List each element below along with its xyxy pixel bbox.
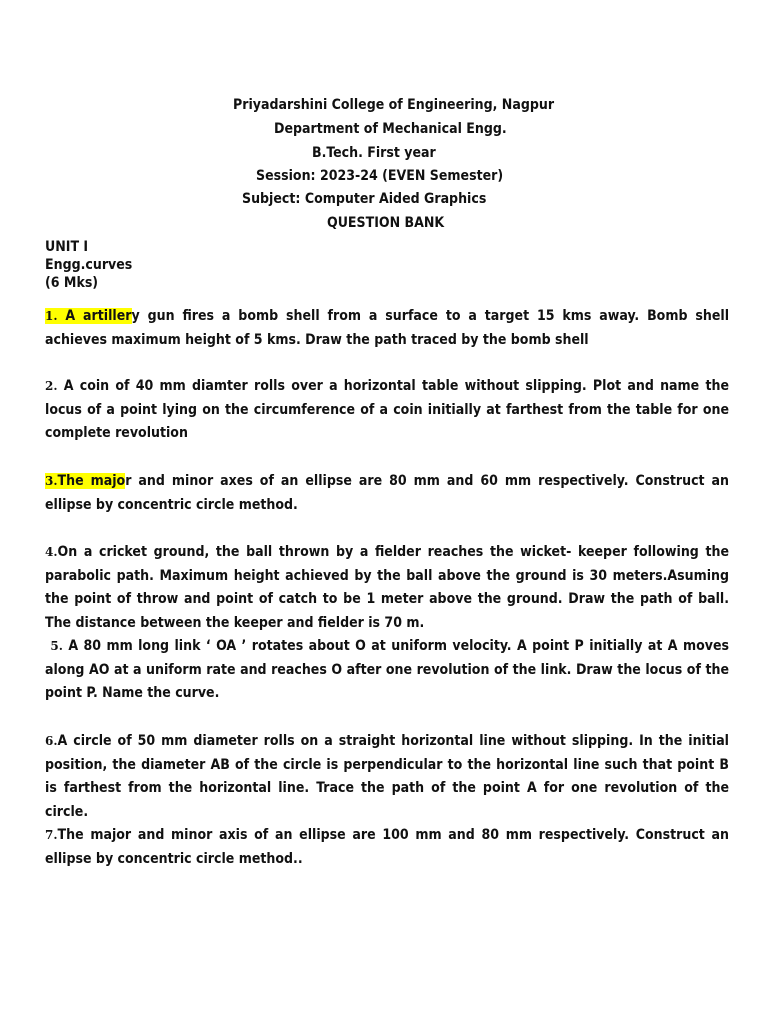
question-2 — [45, 375, 729, 446]
session-line: Session: 2023-24 (EVEN Semester) — [256, 168, 504, 184]
question-text: A circle of 50 mm diameter rolls on a straight horizontal line without slipping. In the initial position, the diameter AB of the circle is perpendicular to the horizontal line such that point B is farthest from the horizontal line. Trace the path of the point A for one revolution of the circle. — [45, 733, 729, 820]
question-number: 1. A artiller — [45, 308, 132, 324]
question-number: 5. — [50, 639, 63, 653]
department-name: Department of Mechanical Engg. — [274, 121, 507, 137]
unit-topic: Engg.curves — [45, 257, 133, 273]
question-text: A coin of 40 mm diamter rolls over a horizontal table without slipping. Plot and name the locus of a point lying on the circumference of a coin initially at farthest from the table for one complete revolution — [45, 378, 729, 441]
question-number: 4. — [45, 545, 58, 559]
question-text: On a cricket ground, the ball thrown by a fielder reaches the wicket- keeper following the parabolic path. Maximum height achieved by the ball above the ground is 30 meters.Asuming the point of throw and point of catch to be 1 meter above the ground. Draw the path of ball. The distance between the keeper and fielder is 70 m. — [45, 544, 729, 631]
question-4 — [45, 541, 729, 635]
document-title: QUESTION BANK — [327, 215, 445, 231]
question-text: A 80 mm long link ‘ OA ’ rotates about O at uniform velocity. A point P initially at A moves along AO at a uniform rate and reaches O after one revolution of the link. Draw the locus of the point P. Name the curve. — [45, 638, 729, 701]
course-name: B.Tech. First year — [312, 145, 436, 161]
question-6 — [45, 730, 729, 824]
question-number: 3.The majo — [45, 473, 126, 489]
question-number: 7. — [45, 828, 58, 842]
unit-info — [45, 238, 132, 292]
question-text: y gun fires a bomb shell from a surface to a target 15 kms away. Bomb shell achieves maximum height of 5 kms. Draw the path traced by the bomb shell — [45, 308, 730, 348]
unit-marks: (6 Mks) — [45, 275, 99, 291]
question-5 — [45, 635, 729, 706]
question-1 — [45, 305, 729, 352]
question-text: r and minor axes of an ellipse are 80 mm and 60 mm respectively. Construct an ellipse by concentric circle method. — [45, 473, 730, 513]
unit-name: UNIT I — [45, 239, 89, 255]
question-text: The major and minor axis of an ellipse are 100 mm and 80 mm respectively. Construct an ellipse by concentric circle method.. — [45, 827, 729, 867]
college-name: Priyadarshini College of Engineering, Nagpur — [233, 97, 555, 113]
question-number: 6. — [45, 734, 58, 748]
question-7 — [45, 824, 729, 871]
question-number: 2. — [45, 379, 58, 393]
question-3 — [45, 470, 729, 517]
subject-line: Subject: Computer Aided Graphics — [242, 191, 487, 207]
